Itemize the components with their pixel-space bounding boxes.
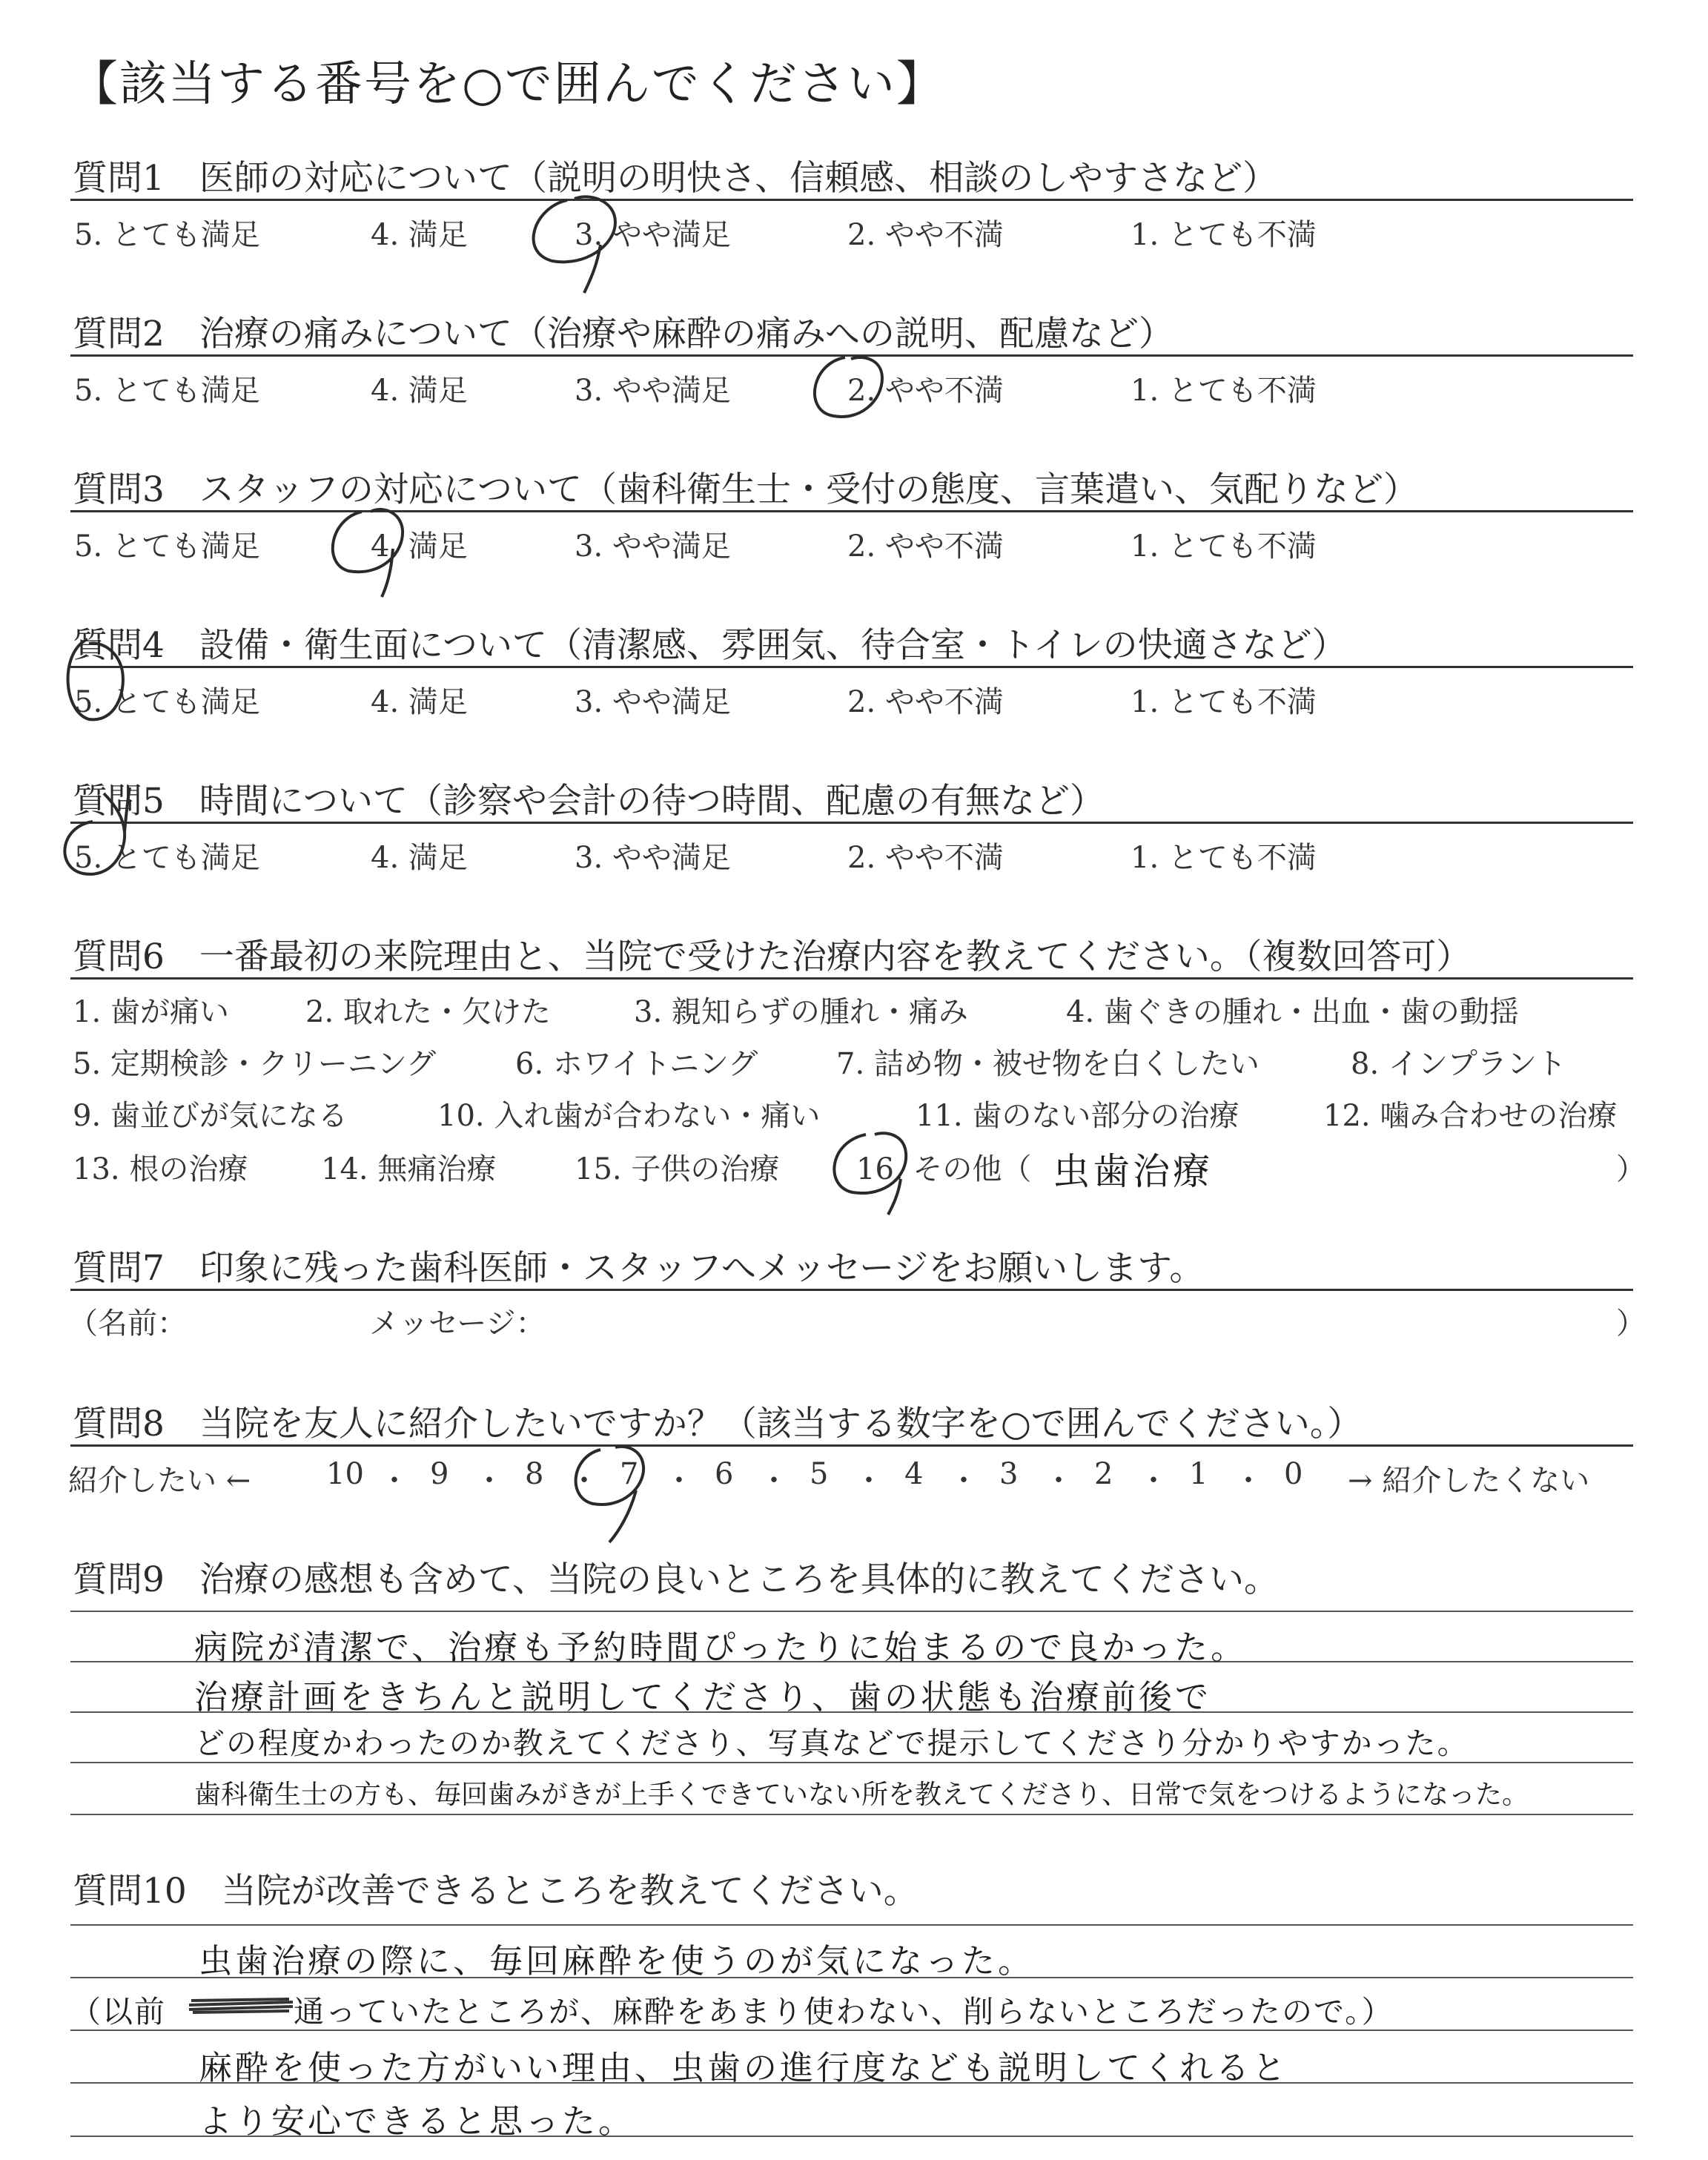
q5-option-1[interactable]: 1. とても不満	[1131, 841, 1317, 875]
q6-option-5[interactable]: 5. 定期検診・クリーニング	[73, 1047, 437, 1081]
q4-option-4[interactable]: 4. 満足	[371, 685, 468, 719]
q6-option-13[interactable]: 13. 根の治療	[73, 1152, 248, 1186]
q8-separator-dot: ・	[949, 1464, 979, 1498]
q6-option-4[interactable]: 4. 歯ぐきの腫れ・出血・歯の動揺	[1066, 995, 1519, 1029]
q5-option-2[interactable]: 2. やや不満	[847, 841, 1004, 875]
question-2: 質問2 治療の痛みについて（治療や麻酔の痛みへの説明、配慮など）	[73, 314, 1174, 354]
q1-option-3[interactable]: 3. やや満足	[575, 218, 731, 252]
q3-option-2[interactable]: 2. やや不満	[847, 529, 1004, 564]
q8-number-5[interactable]: 5	[810, 1457, 829, 1491]
q8-number-9[interactable]: 9	[430, 1457, 449, 1491]
question-4: 質問4 設備・衛生面について（清潔感、雰囲気、待合室・トイレの快適さなど）	[73, 625, 1347, 666]
question-9: 質問9 治療の感想も含めて、当院の良いところを具体的に教えてください。	[73, 1559, 1279, 1600]
q6-option-6[interactable]: 6. ホワイトニング	[515, 1047, 758, 1081]
q8-left-label: 紹介したい ←	[68, 1464, 251, 1498]
q6-option-1[interactable]: 1. 歯が痛い	[73, 995, 229, 1029]
q8-separator-dot: ・	[474, 1464, 504, 1498]
q1-option-1[interactable]: 1. とても不満	[1131, 218, 1317, 252]
q3-option-1[interactable]: 1. とても不満	[1131, 529, 1317, 564]
q4-option-3[interactable]: 3. やや満足	[575, 685, 731, 719]
q8-number-0[interactable]: 0	[1284, 1457, 1303, 1491]
question-6: 質問6 一番最初の来院理由と、当院で受けた治療内容を教えてください。（複数回答可）	[73, 937, 1472, 977]
question-10: 質問10 当院が改善できるところを教えてください。	[73, 1871, 918, 1912]
q2-option-1[interactable]: 1. とても不満	[1131, 374, 1317, 408]
q4-option-2[interactable]: 2. やや不満	[847, 685, 1004, 719]
q3-option-4[interactable]: 4. 満足	[371, 529, 468, 564]
q2-option-4[interactable]: 4. 満足	[371, 374, 468, 408]
q8-separator-dot: ・	[569, 1464, 599, 1498]
q4-option-5[interactable]: 5. とても満足	[74, 685, 260, 719]
q10-answer-line-1: 虫歯治療の際に、毎回麻酔を使うのが気になった。	[199, 1941, 1035, 1981]
question-3: 質問3 スタッフの対応について（歯科衛生士・受付の態度、言葉遣い、気配りなど）	[73, 469, 1418, 510]
q6-option-7[interactable]: 7. 詰め物・被せ物を白くしたい	[836, 1047, 1260, 1081]
q8-number-3[interactable]: 3	[999, 1457, 1019, 1491]
q2-selection-circle	[815, 357, 882, 417]
q8-number-1[interactable]: 1	[1189, 1457, 1208, 1491]
q6-selection-circle	[834, 1133, 906, 1215]
q8-number-8[interactable]: 8	[525, 1457, 544, 1491]
q3-selection-circle	[333, 509, 403, 597]
q1-option-2[interactable]: 2. やや不満	[847, 218, 1004, 252]
q6-other-answer[interactable]: 虫歯治療	[1053, 1150, 1213, 1193]
q7-name-label: （名前：	[68, 1307, 187, 1341]
q8-separator-dot: ・	[854, 1464, 884, 1498]
question-7: 質問7 印象に残った歯科医師・スタッフへメッセージをお願いします。	[73, 1248, 1205, 1289]
q6-option-2[interactable]: 2. 取れた・欠けた	[305, 995, 551, 1029]
q9-answer-line-2: 治療計画をきちんと説明してくださり、歯の状態も治療前後で	[194, 1677, 1212, 1717]
q6-option-10[interactable]: 10. 入れ歯が合わない・痛い	[437, 1099, 821, 1133]
q8-selection-circle	[576, 1447, 644, 1542]
page-title: 【該当する番号を○で囲んでください】	[70, 57, 945, 112]
q4-selection-circle	[68, 639, 123, 719]
q2-option-5[interactable]: 5. とても満足	[74, 374, 260, 408]
q1-option-5[interactable]: 5. とても満足	[74, 218, 260, 252]
q3-option-3[interactable]: 3. やや満足	[575, 529, 731, 564]
q2-option-2[interactable]: 2. やや不満	[847, 374, 1004, 408]
q8-number-7[interactable]: 7	[620, 1457, 639, 1491]
q6-other-close: ）	[1616, 1152, 1646, 1186]
q3-option-5[interactable]: 5. とても満足	[74, 529, 260, 564]
question-5: 質問5 時間について（診察や会計の待つ時間、配慮の有無など）	[73, 781, 1105, 822]
q8-separator-dot: ・	[664, 1464, 694, 1498]
q6-option-14[interactable]: 14. 無痛治療	[321, 1152, 497, 1186]
q8-separator-dot: ・	[380, 1464, 409, 1498]
q8-separator-dot: ・	[1234, 1464, 1263, 1498]
q8-separator-dot: ・	[759, 1464, 789, 1498]
q10-answer-line-3: 麻酔を使った方がいい理由、虫歯の進行度なども説明してくれると	[199, 2048, 1289, 2087]
q6-option-12[interactable]: 12. 噛み合わせの治療	[1323, 1099, 1618, 1133]
question-1: 質問1 医師の対応について（説明の明快さ、信頼感、相談のしやすさなど）	[73, 158, 1278, 199]
q9-answer-line-1: 病院が清潔で、治療も予約時間ぴったりに始まるので良かった。	[194, 1628, 1248, 1667]
q8-number-10[interactable]: 10	[326, 1457, 364, 1491]
q5-option-5[interactable]: 5. とても満足	[74, 841, 260, 875]
q1-option-4[interactable]: 4. 満足	[371, 218, 468, 252]
q7-message-label: メッセージ：	[369, 1307, 546, 1341]
q8-number-2[interactable]: 2	[1094, 1457, 1113, 1491]
q1-selection-circle	[534, 196, 615, 293]
q6-option-8[interactable]: 8. インプラント	[1351, 1047, 1566, 1081]
q10-answer-line-4: より安心できると思った。	[199, 2101, 635, 2141]
q9-answer-line-3: どの程度かわったのか教えてくださり、写真などで提示してくださり分かりやすかった。	[194, 1725, 1469, 1761]
q7-close: ）	[1616, 1307, 1646, 1341]
q5-selection-circle	[64, 787, 130, 874]
q6-option-16[interactable]: 16. その他（	[856, 1152, 1032, 1186]
q6-option-3[interactable]: 3. 親知らずの腫れ・痛み	[634, 995, 968, 1029]
q8-separator-dot: ・	[1044, 1464, 1073, 1498]
q8-right-label: → 紹介したくない	[1348, 1464, 1590, 1498]
q4-option-1[interactable]: 1. とても不満	[1131, 685, 1317, 719]
q2-option-3[interactable]: 3. やや満足	[575, 374, 731, 408]
q5-option-3[interactable]: 3. やや満足	[575, 841, 731, 875]
q6-option-15[interactable]: 15. 子供の治療	[575, 1152, 780, 1186]
q10-answer-line-2: （以前 通っていたところが、麻酔をあまり使わない、削らないところだったので。）	[70, 1994, 1394, 2029]
q8-separator-dot: ・	[1139, 1464, 1168, 1498]
q8-number-4[interactable]: 4	[904, 1457, 924, 1491]
q6-option-9[interactable]: 9. 歯並びが気になる	[73, 1099, 348, 1133]
question-8: 質問8 当院を友人に紹介したいですか？（該当する数字を○で囲んでください。）	[73, 1404, 1363, 1444]
q9-answer-line-4: 歯科衛生士の方も、毎回歯みがきが上手くできていない所を教えてくださり、日常で気をつけるようになった。	[194, 1780, 1529, 1810]
q8-number-6[interactable]: 6	[715, 1457, 734, 1491]
q6-option-11[interactable]: 11. 歯のない部分の治療	[916, 1099, 1239, 1133]
q5-option-4[interactable]: 4. 満足	[371, 841, 468, 875]
